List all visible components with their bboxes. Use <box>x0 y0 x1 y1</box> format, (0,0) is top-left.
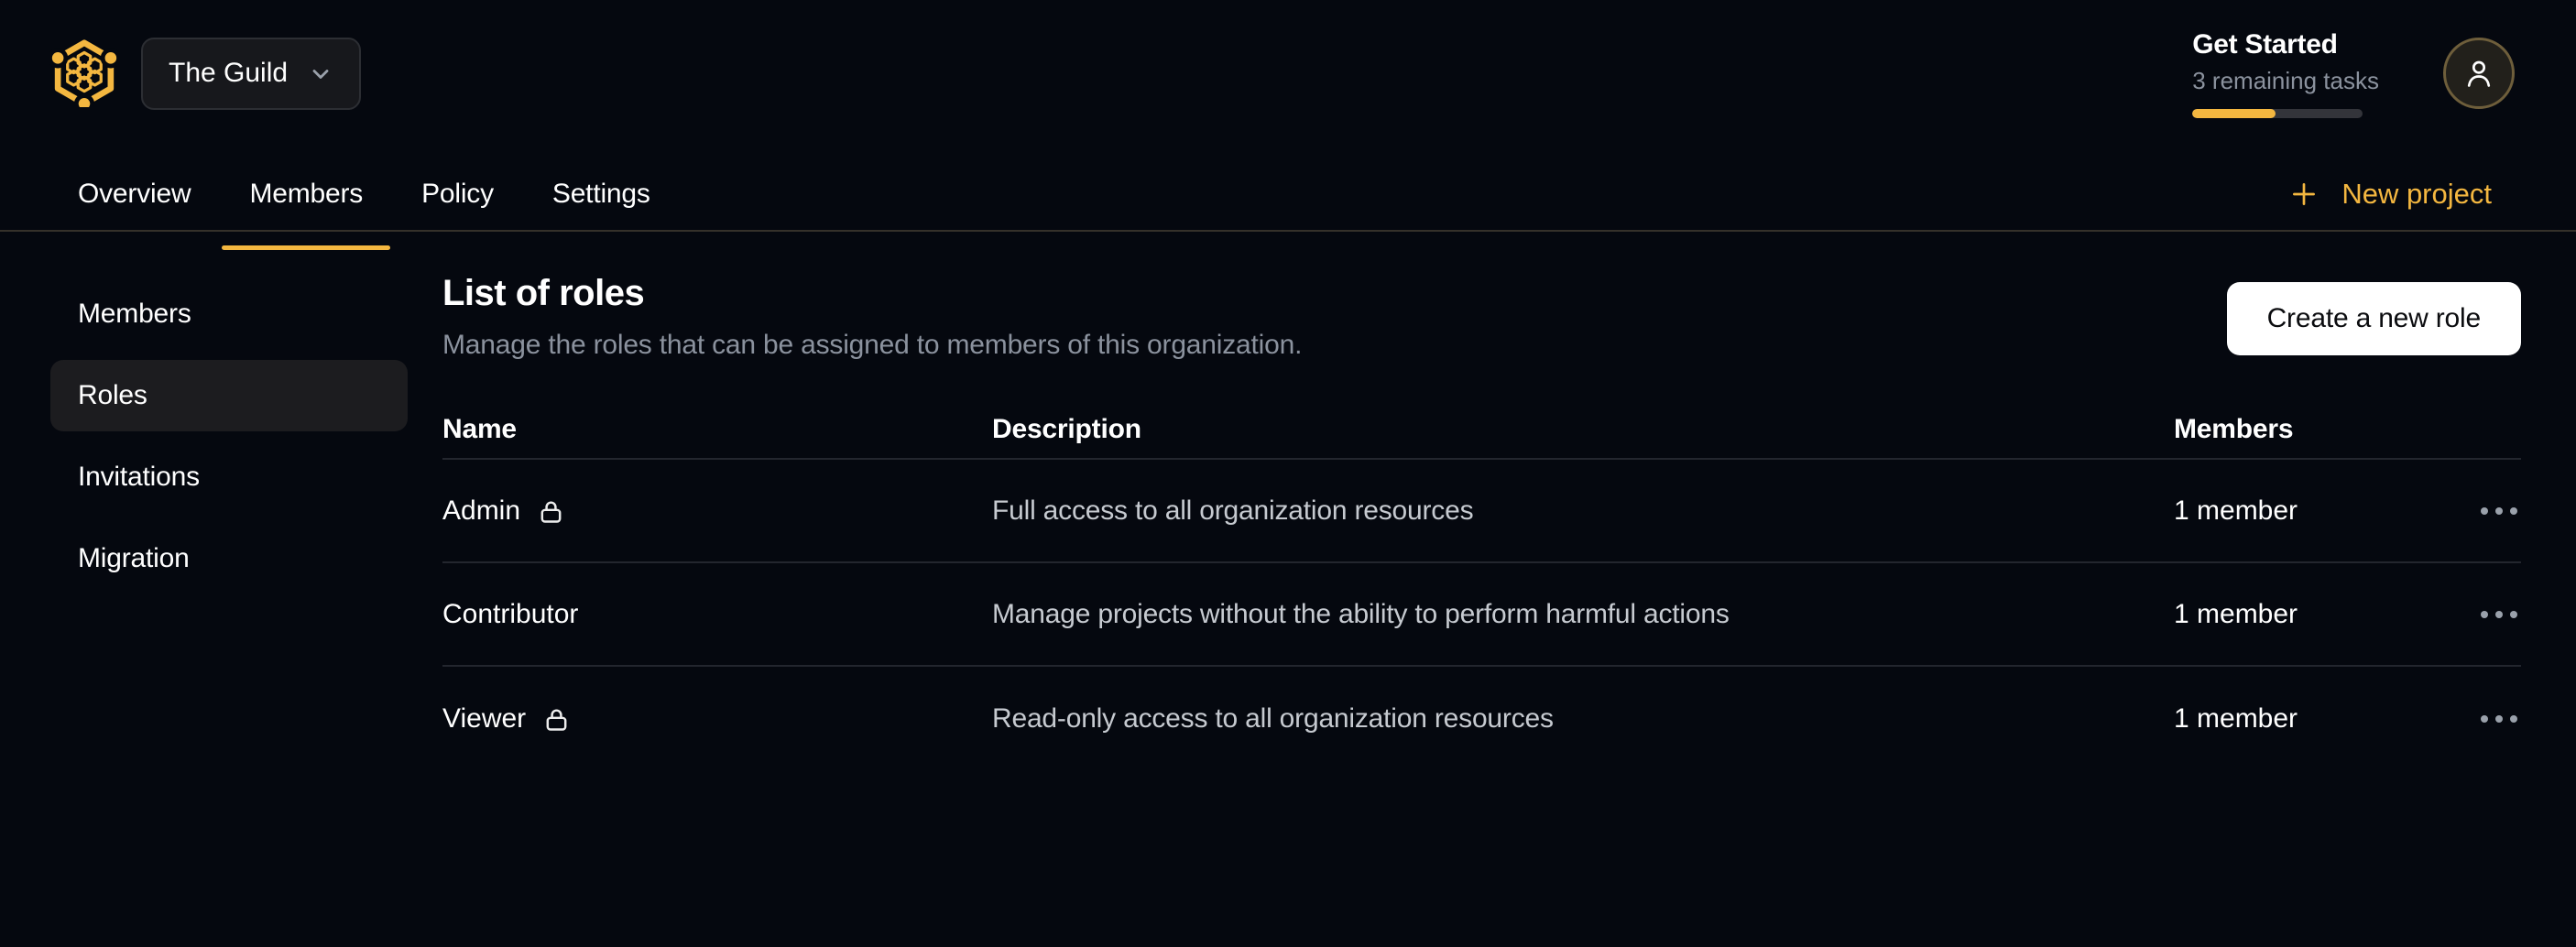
lock-icon <box>542 705 571 734</box>
role-row-admin <box>442 460 2521 563</box>
role-row-contributor <box>442 563 2521 667</box>
role-members-count: 1 member <box>2174 495 2298 526</box>
user-icon <box>2461 56 2496 91</box>
column-header-members: Members <box>2174 414 2294 444</box>
row-actions-ellipsis-icon[interactable] <box>2477 602 2521 627</box>
roles-table-header <box>442 401 2521 460</box>
sidebar-item-members[interactable]: Members <box>78 299 191 329</box>
header-row <box>0 0 2576 137</box>
role-name: Admin <box>442 495 521 526</box>
create-role-button[interactable]: Create a new role <box>2227 282 2521 355</box>
role-name-cell <box>442 703 992 735</box>
tab-policy[interactable]: Policy <box>421 178 494 209</box>
members-sidebar <box>0 232 408 945</box>
get-started-title: Get Started <box>2192 28 2338 60</box>
org-selector-button[interactable] <box>141 38 361 110</box>
row-actions-ellipsis-icon[interactable] <box>2477 498 2521 524</box>
roles-panel <box>408 232 2576 945</box>
roles-heading-block <box>442 273 1302 361</box>
home-logo-link[interactable] <box>49 39 119 107</box>
get-started-widget[interactable] <box>2192 29 2379 118</box>
row-actions-ellipsis-icon[interactable] <box>2477 706 2521 732</box>
get-started-progress-fill <box>2192 109 2276 118</box>
role-actions-cell <box>2455 498 2521 524</box>
column-header-name: Name <box>442 414 517 444</box>
page-title: List of roles <box>442 273 645 313</box>
role-row-viewer <box>442 667 2521 770</box>
user-menu-button[interactable] <box>2443 38 2515 109</box>
page-subtitle: Manage the roles that can be assigned to members of this organization. <box>442 330 1303 360</box>
role-name-cell <box>442 495 992 527</box>
role-members-count: 1 member <box>2174 702 2298 734</box>
column-header-description: Description <box>992 414 1141 444</box>
roles-table <box>442 401 2521 770</box>
get-started-progressbar <box>2192 109 2363 118</box>
org-tabs <box>0 137 2576 230</box>
role-actions-cell <box>2455 602 2521 627</box>
plus-icon <box>2288 179 2319 210</box>
new-project-label: New project <box>2341 177 2492 210</box>
role-actions-cell <box>2455 706 2521 732</box>
roles-panel-header <box>442 273 2521 361</box>
role-name: Viewer <box>442 702 527 734</box>
role-description: Read-only access to all organization resources <box>992 702 1554 734</box>
lock-icon <box>537 497 565 526</box>
get-started-subtitle: 3 remaining tasks <box>2192 66 2379 94</box>
tab-settings[interactable]: Settings <box>551 178 650 209</box>
top-header <box>0 0 2576 232</box>
tab-members[interactable]: Members <box>222 158 390 230</box>
sidebar-item-roles[interactable]: Roles <box>50 360 408 431</box>
role-name: Contributor <box>442 598 579 629</box>
chevron-down-icon <box>308 61 333 87</box>
new-project-button[interactable] <box>2288 178 2492 211</box>
role-name-cell <box>442 599 992 630</box>
org-selector-label: The Guild <box>169 58 289 88</box>
sidebar-item-migration[interactable]: Migration <box>78 543 190 573</box>
role-description: Full access to all organization resources <box>992 495 1474 526</box>
role-description: Manage projects without the ability to perform harmful actions <box>992 598 1730 629</box>
hive-logo-icon <box>49 39 119 107</box>
sidebar-item-invitations[interactable]: Invitations <box>78 462 200 492</box>
tab-overview[interactable]: Overview <box>78 178 191 209</box>
page-content <box>0 232 2576 945</box>
role-members-count: 1 member <box>2174 598 2298 629</box>
